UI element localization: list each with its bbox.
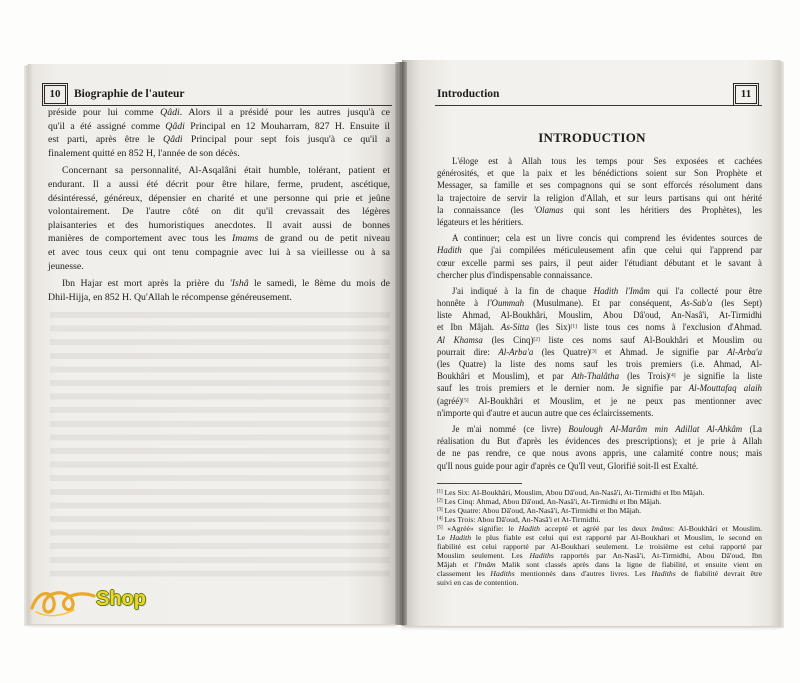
text-run: mentionnés dans d'autres livres. Les <box>514 568 652 578</box>
text-line <box>437 524 762 533</box>
text-line <box>437 321 762 333</box>
footnotes <box>437 488 762 587</box>
page-number: 10 <box>49 88 61 100</box>
text-run: légateurs et les héritiers. <box>437 216 524 227</box>
text-run: : Al-Boukhâri et Mouslim. <box>672 523 762 533</box>
text-line <box>437 155 762 167</box>
running-head: Biographie de l'auteur <box>74 88 185 100</box>
text-line <box>437 460 762 472</box>
footnote <box>437 497 762 506</box>
italic-text: Qâdi <box>160 107 180 118</box>
page-number: 11 <box>740 88 752 100</box>
italic-text: Hadiths <box>651 568 676 578</box>
text-line <box>437 232 762 244</box>
text-line <box>437 179 762 191</box>
italic-text: Imâms <box>651 523 673 533</box>
text-run: le samedi, le 8ème du mois de <box>248 278 390 290</box>
text-run: classement les <box>437 568 491 578</box>
text-run: Principal pour sept fois jusqu'à ce qu'il a <box>182 134 390 146</box>
text-run: (les Quatre) <box>533 346 591 357</box>
text-line <box>437 167 762 179</box>
text-run: J'ai indiqué à la fin de chaque <box>452 285 594 296</box>
italic-text: Al Khamsa <box>437 334 483 345</box>
text-run: de ne pas rendre, ce que nous avons appris, une calamité contre nous; mais <box>437 448 762 459</box>
text-line <box>48 205 390 219</box>
italic-text: l'Oummah <box>487 298 525 309</box>
text-run: qui l'a collecté pour être <box>649 285 762 296</box>
text-line <box>437 488 762 497</box>
text-run: A continuer; cela est un livre concis qui comprend les évidentes sources de <box>452 233 762 244</box>
text-line <box>437 435 762 447</box>
text-line <box>437 395 762 407</box>
text-run: Messager, sa famille et ses compagnons qui se sont efforcés résolument dans <box>437 180 762 191</box>
text-run: Mouslim seulement. Les <box>437 550 530 560</box>
text-line <box>437 269 762 281</box>
footnote-marker: [5] <box>462 396 469 403</box>
text-line <box>437 346 762 358</box>
text-run: (agréé) <box>437 395 463 406</box>
text-run: liste Ahmad, Al-Boukhâri, Mouslim, Abou Dâ'oud, An-Nasâ'i, At-Tirmidhi <box>437 310 762 321</box>
text-line <box>48 133 390 147</box>
text-line <box>48 192 390 206</box>
footnote-marker: [1] <box>437 489 443 495</box>
text-run: et avec tous ceux qui ont tenu compagnie avec lui à sa vieillesse ou à sa <box>48 246 390 258</box>
text-run: cœur excelle parmi ses pairs, il peut aider l'étudiant débutant et le savant à <box>437 257 762 268</box>
footnote-rule <box>437 483 522 484</box>
text-line <box>437 447 762 459</box>
text-line <box>437 216 762 228</box>
text-run: Malik sont classés après dans la ligne de fiabilité, et ensuite vient en <box>495 559 762 569</box>
body-text <box>437 155 762 472</box>
text-line <box>48 246 390 260</box>
text-run: qu'Il nous guide pour agir d'après ce Qu'Il veut, Glorifié soit-Il est Exalté. <box>437 460 699 471</box>
text-line <box>48 120 390 134</box>
italic-text: Al-Mouttafaq alaih <box>688 383 762 394</box>
text-line <box>437 407 762 419</box>
footnote <box>437 524 762 587</box>
italic-text: Hadith <box>437 245 462 256</box>
italic-text: As-Sab'a <box>680 298 713 309</box>
text-line <box>48 164 390 178</box>
italic-text: Boulough Al-Marâm min Adillat Al-Ahkâm <box>568 423 743 434</box>
text-run: préside pour lui comme <box>48 107 161 118</box>
text-line <box>437 334 762 346</box>
header-rule <box>435 105 762 106</box>
text-run: manières de comportement avec tous les <box>48 233 233 245</box>
shop-logo <box>28 582 168 622</box>
italic-text: As-Sitta <box>500 322 530 333</box>
footnote-marker: [2] <box>437 498 443 504</box>
text-run: Le <box>437 532 450 542</box>
text-line <box>437 497 762 506</box>
italic-text: Al-Arba'a <box>498 346 534 357</box>
page-number-box <box>733 83 759 106</box>
text-run: pourrait dire: <box>437 346 499 357</box>
text-run: de grand ou de petit niveau <box>258 233 390 245</box>
text-line <box>48 291 390 305</box>
footnote-marker: [3] <box>590 348 597 355</box>
text-run: sauf les trois premiers et le dernier nom. Je signifie par <box>437 383 689 394</box>
text-line <box>437 370 762 382</box>
text-run: n'importe qui d'autre et aucun autre que ces éclaircissements. <box>437 407 654 418</box>
paragraph <box>437 423 762 472</box>
text-line <box>48 232 390 246</box>
text-line <box>48 260 390 274</box>
text-run: (Musulmane). Et par conséquent, <box>524 298 681 309</box>
paragraph <box>437 232 762 281</box>
italic-text: 'Ishâ <box>229 278 249 290</box>
text-run: endurant. Il a aussi été décrit pour être hilare, ferme, prudent, ascétique, <box>48 178 390 190</box>
text-run: le plus fiable est celui qui est rapporté par Al-Boukhari et Mouslim, le second en <box>471 532 763 542</box>
text-run: la connaissance (les <box>437 204 534 215</box>
text-run: désintéressé, généreux, dépensier en charité et une personne qui prie et jeûne <box>48 192 390 204</box>
show-through-text <box>50 308 390 580</box>
text-run: volontairement. De l'autre côté on dit qu'il crevassait des légères <box>48 206 390 218</box>
text-run: de fiabilité devrait être <box>675 568 762 578</box>
text-run: Les Quatre: Abou Dâ'oud, An-Nasâ'i, At-Tirmidhi et Ibn Mâjah. <box>442 505 642 515</box>
text-line <box>437 204 762 216</box>
text-run: Les Cinq: Ahmad, Abou Dâ'oud, An-Nasâ'i, At-Tirmidhi et Ibn Mâjah. <box>442 496 662 506</box>
footnote-marker: [2] <box>533 335 540 342</box>
text-run: Les Trois: Abou Dâ'oud, An-Nasâ'i et At-Tirmidhi. <box>442 514 601 524</box>
text-run: finalement quitté en 852 H, l'année de son décès. <box>48 147 240 159</box>
italic-text: Al-Arba'a <box>727 346 763 357</box>
text-line <box>437 257 762 269</box>
italic-text: Qâdi <box>165 120 185 132</box>
text-run: (les Sept) <box>712 298 762 309</box>
footnote-marker: [1] <box>570 323 577 330</box>
text-line <box>437 533 762 542</box>
text-run: la trajectoire de servir la religion d'Allah, et sur leurs partisans qui ont hérité <box>437 192 762 203</box>
text-line <box>437 297 762 309</box>
text-run: et Ahmad. Je signifie par <box>596 346 728 357</box>
footnote <box>437 515 762 524</box>
text-run: Boukhâri et Mouslim), et par <box>437 371 572 382</box>
text-line <box>437 382 762 394</box>
text-line <box>437 285 762 297</box>
text-line <box>437 560 762 569</box>
text-run: Les Six: Al-Boukhâri, Mouslim, Abou Dâ'oud, An-Nasâ'i, At-Tirmidhi et Ibn Mâjah. <box>442 487 705 497</box>
text-line <box>437 423 762 435</box>
text-run: Concernant sa personnalité, Al-Asqalâni était humble, tolérant, patient et <box>62 165 390 177</box>
text-run: Ibn Hajar est mort après la prière du <box>62 278 230 290</box>
text-run: et Ibn Mâjah. <box>437 322 501 333</box>
text-run: je signifie la liste <box>675 371 763 382</box>
text-line <box>437 578 762 587</box>
italic-text: Hadith <box>518 523 540 533</box>
text-line <box>437 506 762 515</box>
text-run: jeunesse. <box>48 260 84 272</box>
text-line <box>437 244 762 256</box>
text-line <box>437 309 762 321</box>
text-run: liste ces noms sauf Al-Boukhâri et Mouslim ou <box>539 334 763 345</box>
paragraph <box>48 106 390 160</box>
text-run: rapportés par An-Nasâ'i, At-Tirmidhi, Abou Dâ'oud, Ibn <box>553 550 762 560</box>
text-line <box>437 551 762 560</box>
text-line <box>437 515 762 524</box>
text-line <box>437 569 762 578</box>
text-run: qui sont les héritiers des Prophètes), les <box>563 204 762 215</box>
text-run: générosités, et que la paix et les bénédictions soient sur Son Prophète et <box>437 168 762 179</box>
paragraph <box>437 155 762 228</box>
text-run: . Alors il a présidé pour les autres jusqu'à ce <box>179 107 390 118</box>
book-gutter <box>395 62 407 625</box>
footnote-marker: [4] <box>669 372 676 379</box>
text-run: Al-Boukhâri et Mouslim, et je ne peux pas mentionner avec <box>468 395 762 406</box>
italic-text: Qâdi <box>163 134 183 146</box>
logo-text: Shop <box>96 588 146 610</box>
text-line <box>48 178 390 192</box>
paragraph <box>48 164 390 273</box>
text-run: L'éloge est à Allah tous les temps pour Ses exposées et cachées <box>452 156 762 166</box>
text-line <box>437 192 762 204</box>
body-text <box>48 106 390 304</box>
footnote-marker: [5] <box>437 525 443 531</box>
text-line <box>437 542 762 551</box>
text-line <box>48 106 390 120</box>
text-run: (les Quatre) la liste des noms sauf les trois premiers (i.e. Ahmad, Al- <box>437 359 762 369</box>
text-run: Mâjah et <box>437 559 475 569</box>
text-run: «Agréé» signifie: le <box>442 523 519 533</box>
text-run: (les Six) <box>529 322 571 333</box>
text-run: que j'ai compilées méticuleusement afin que celui qui l'apprend par <box>461 245 762 256</box>
text-run: est parti, après être le <box>48 134 164 146</box>
text-run: (La <box>742 423 762 434</box>
footnote <box>437 506 762 515</box>
italic-text: Hadith l'Imâm <box>593 285 650 296</box>
italic-text: 'Olamas <box>533 204 564 215</box>
text-line <box>48 219 390 233</box>
footnote-marker: [3] <box>437 507 443 513</box>
italic-text: Ath-Thalâtha <box>571 371 620 382</box>
chapter-title: INTRODUCTION <box>538 130 646 145</box>
text-run: Je m'ai nommé (ce livre) <box>452 423 569 434</box>
text-run: suivi en cas de contention. <box>437 577 519 587</box>
paragraph <box>48 277 390 304</box>
text-run: chercher plus d'indispensable connaissance. <box>437 269 593 280</box>
italic-text: Hadiths <box>529 550 554 560</box>
text-line <box>437 358 762 370</box>
text-line <box>48 147 390 161</box>
page-number-box <box>42 83 68 106</box>
text-run: Dhil-Hijja, en 852 H. Qu'Allah le récompense généreusement. <box>48 291 292 303</box>
text-line <box>48 277 390 291</box>
running-head: Introduction <box>437 88 500 100</box>
text-run: (les Trois) <box>619 371 670 382</box>
italic-text: l'Imâm <box>474 559 496 569</box>
text-run: honnête à <box>437 298 488 309</box>
text-run: qu'il a été assigné comme <box>48 120 166 132</box>
text-run: réalisation du But d'après les évidences des prescriptions); et je prie à Allah <box>437 436 762 447</box>
text-run: (les Cinq) <box>482 334 534 345</box>
text-run: accepté et agréé par les deux <box>540 523 652 533</box>
italic-text: Hadith <box>449 532 472 542</box>
text-run: fiabilité est celui rapporté par Al-Boukhari seulement. Le troisième est celui rapporté par <box>437 541 762 551</box>
italic-text: Hadiths <box>490 568 515 578</box>
footnote <box>437 488 762 497</box>
paragraph <box>437 285 762 419</box>
logo-swirl-icon <box>28 582 98 620</box>
italic-text: Imams <box>232 233 259 245</box>
text-run: liste tous ces noms à l'exclusion d'Ahmad. <box>576 322 762 333</box>
text-run: Principal en 12 Mouharram, 827 H. Ensuite il <box>184 120 390 132</box>
text-run: plaisanteries et des humoristiques anecdotes. Il avait aussi de bonnes <box>48 219 390 231</box>
footnote-marker: [4] <box>437 516 443 522</box>
